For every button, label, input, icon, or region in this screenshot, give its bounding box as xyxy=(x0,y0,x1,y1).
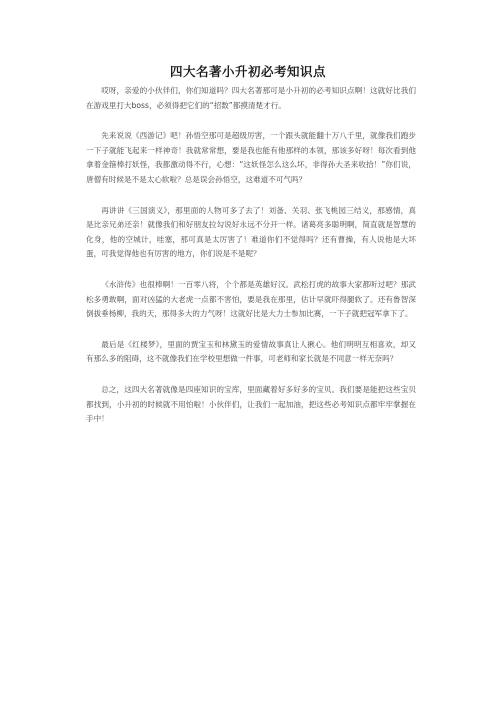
paragraph-conclusion: 总之，这四大名著就像是四座知识的宝库，里面藏着好多好多的宝贝。我们要是能把这些宝贝都找到，小升初的时候就不用怕啦！小伙伴们，让我们一起加油，把这些必考知识点都牢牢掌握在手中！ xyxy=(86,384,416,424)
paragraph-shuihu: 《水浒传》也很棒啊！一百零八将，个个都是英雄好汉。武松打虎的故事大家都听过吧？那武松多勇敢啊，面对凶猛的大老虎一点都不害怕，要是我在那里，估计早就吓得腿软了。还有鲁智深倒拔垂杨柳，我的天，那得多大的力气呀！这就好比是大力士参加比赛，一下子就把冠军拿下了。 xyxy=(86,279,416,319)
paragraph-xiyouji: 先来说说《西游记》吧！孙悟空那可是超级厉害，一个跟头就能翻十万八千里，就像我们跑步一下子就能飞起来一样神奇！我就常常想，要是我也能有他那样的本领，那该多好呀！每次看到他拿着金箍棒打妖怪，我都激动得不行，心想：“这妖怪怎么这么坏，非得孙大圣来收拾！”你们说，唐僧有时候是不是太心软啦？总是误会孙悟空，这难道不可气吗？ xyxy=(86,131,416,184)
paragraph-sanguo: 再讲讲《三国演义》，那里面的人物可多了去了！刘备、关羽、张飞桃园三结义，那感情，真是比亲兄弟还亲！就像我们和好朋友拉勾说好永远不分开一样。诸葛亮多聪明啊，简直就是智慧的化身，他的空城计，哇塞，那可真是太厉害了！难道你们不觉得吗？还有曹操，有人说他是大坏蛋，可我觉得他也有厉害的地方，你们说是不是呢？ xyxy=(86,205,416,259)
document-body xyxy=(86,84,416,443)
document-title: 四大名著小升初必考知识点 xyxy=(169,64,326,79)
paragraph-honglou: 最后是《红楼梦》，里面的贾宝玉和林黛玉的爱情故事真让人揪心。他们明明互相喜欢，却又有那么多的阻碍，这不就像我们在学校里想做一件事，可老师和家长就是不同意一样无奈吗？ xyxy=(86,339,416,364)
paragraph-intro: 哎呀，亲爱的小伙伴们，你们知道吗？四大名著那可是小升初的必考知识点啊！这就好比我们在游戏里打大boss，必须得把它们的“招数”都摸清楚才行。 xyxy=(86,86,416,110)
